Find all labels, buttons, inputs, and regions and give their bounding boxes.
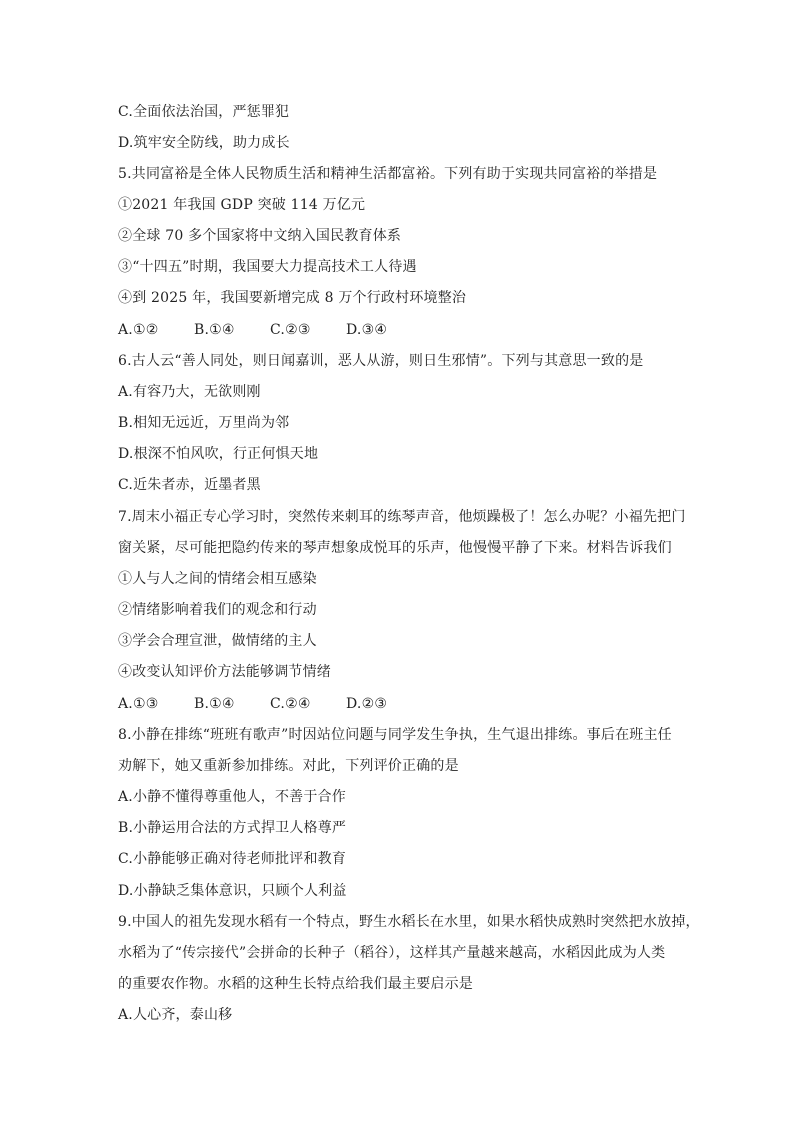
q8-option-d: D.小静缺乏集体意识，只顾个人利益 bbox=[118, 883, 347, 899]
q9-option-a: A.人心齐，泰山移 bbox=[118, 1007, 233, 1023]
option-c-q4: C.全面依法治国，严惩罪犯 bbox=[118, 104, 290, 120]
question-8-stem-line-2: 劝解下，她又重新参加排练。对此，下列评价正确的是 bbox=[118, 758, 459, 774]
q8-option-b: B.小静运用合法的方式捍卫人格尊严 bbox=[118, 820, 347, 836]
question-7-stem-line-2: 窗关紧，尽可能把隐约传来的琴声想象成悦耳的乐声，他慢慢平静了下来。材料告诉我们 bbox=[118, 540, 672, 556]
q5-option-d: D.③④ bbox=[346, 322, 388, 338]
q7-options bbox=[118, 694, 688, 714]
q7-option-b: B.①④ bbox=[194, 696, 235, 712]
q5-options bbox=[118, 320, 688, 340]
question-7-stem-line-1: 7.周末小福正专心学习时，突然传来刺耳的练琴声音，他烦躁极了！怎么办呢？小福先把门 bbox=[118, 509, 686, 525]
q5-item-2: ②全球 70 多个国家将中文纳入国民教育体系 bbox=[118, 228, 402, 244]
q7-item-3: ③学会合理宣泄，做情绪的主人 bbox=[118, 633, 317, 649]
q6-option-b: B.相知无远近，万里尚为邻 bbox=[118, 415, 290, 431]
option-d-q4: D.筑牢安全防线，助力成长 bbox=[118, 135, 290, 151]
question-5-stem: 5.共同富裕是全体人民物质生活和精神生活都富裕。下列有助于实现共同富裕的举措是 bbox=[118, 166, 658, 182]
question-9-stem-line-2: 水稻为了“传宗接代”会拼命的长种子（稻谷），这样其产量越来越高，水稻因此成为人类 bbox=[118, 945, 666, 961]
question-9-stem-line-1: 9.中国人的祖先发现水稻有一个特点，野生水稻长在水里，如果水稻快成熟时突然把水放掉， bbox=[118, 914, 700, 930]
q7-item-1: ①人与人之间的情绪会相互感染 bbox=[118, 571, 317, 587]
question-6-stem: 6.古人云“善人同处，则日闻嘉训，恶人从游，则日生邪情”。下列与其意思一致的是 bbox=[118, 353, 644, 369]
q5-option-c: C.②③ bbox=[270, 322, 311, 338]
q6-option-c: C.近朱者赤，近墨者黑 bbox=[118, 477, 261, 493]
question-8-stem-line-1: 8.小静在排练“班班有歌声”时因站位问题与同学发生争执，生气退出排练。事后在班主任 bbox=[118, 727, 672, 743]
q7-option-a: A.①③ bbox=[118, 696, 159, 712]
q7-item-2: ②情绪影响着我们的观念和行动 bbox=[118, 602, 317, 618]
q7-item-4: ④改变认知评价方法能够调节情绪 bbox=[118, 664, 331, 680]
q5-item-4: ④到 2025 年，我国要新增完成 8 万个行政村环境整治 bbox=[118, 290, 467, 306]
q8-option-c: C.小静能够正确对待老师批评和教育 bbox=[118, 851, 347, 867]
question-9-stem-line-3: 的重要农作物。水稻的这种生长特点给我们最主要启示是 bbox=[118, 976, 473, 992]
q8-option-a: A.小静不懂得尊重他人，不善于合作 bbox=[118, 789, 346, 805]
q5-item-3: ③“十四五”时期，我国要大力提高技术工人待遇 bbox=[118, 259, 417, 275]
q6-option-a: A.有容乃大，无欲则刚 bbox=[118, 384, 261, 400]
q7-option-c: C.②④ bbox=[270, 696, 311, 712]
q6-option-d: D.根深不怕风吹，行正何惧天地 bbox=[118, 446, 319, 462]
q7-option-d: D.②③ bbox=[346, 696, 388, 712]
q5-option-a: A.①② bbox=[118, 322, 159, 338]
q5-item-1: ①2021 年我国 GDP 突破 114 万亿元 bbox=[118, 197, 366, 213]
q5-option-b: B.①④ bbox=[194, 322, 235, 338]
